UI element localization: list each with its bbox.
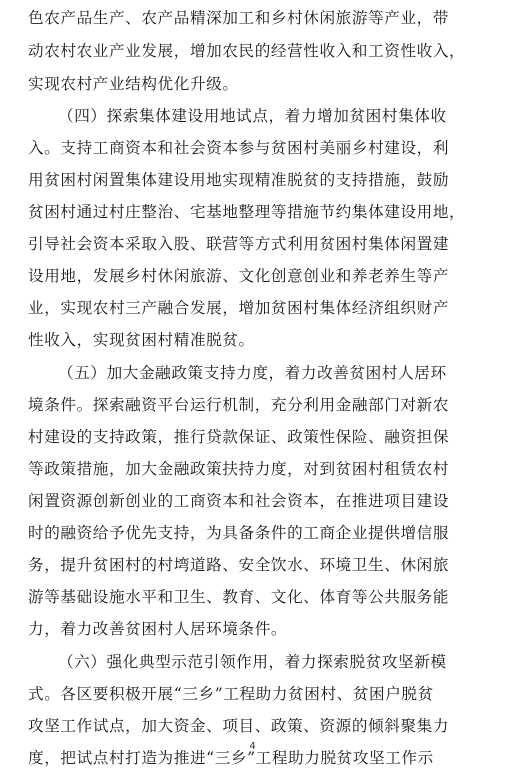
text-line: 动农村农业产业发展，增加农民的经营性收入和工资性收入， [28, 42, 466, 60]
text-line: 闲置资源创新创业的工商资本和社会资本，在推进项目建设 [28, 492, 450, 510]
text-line: 务，提升贫困村的村塆道路、安全饮水、环境卫生、休闲旅 [28, 556, 450, 574]
text-line: 设用地，发展乡村休闲旅游、文化创意创业和养老养生等产 [28, 267, 450, 285]
text-line: 性收入，实现贫困村精准脱贫。 [28, 331, 255, 349]
text-line: 游等基础设施水平和卫生、教育、文化、体育等公共服务能 [28, 588, 450, 606]
text-line: 力，着力改善贫困村人居环境条件。 [28, 620, 288, 638]
text-line: 业，实现农村三产融合发展，增加贫困村集体经济组织财产 [28, 299, 450, 317]
text-line: 村建设的支持政策，推行贷款保证、政策性保险、融资担保 [28, 428, 450, 446]
section-heading-line: （六）强化典型示范引领作用，着力探索脱贫攻坚新模 [58, 653, 447, 671]
section-heading-line: （四）探索集体建设用地试点，着力增加贫困村集体收 [58, 107, 447, 125]
text-line: 攻坚工作试点，加大资金、项目、政策、资源的倾斜聚集力 [28, 717, 450, 735]
text-line: 等政策措施，加大金融政策扶持力度，对到贫困村租赁农村 [28, 460, 450, 478]
text-line: 用贫困村闲置集体建设用地实现精准脱贫的支持措施，鼓励 [28, 171, 450, 189]
text-line: 度，把试点村打造为推进“三乡”工程助力脱贫攻坚工作示 [28, 749, 434, 767]
section-heading-line: （五）加大金融政策支持力度，着力改善贫困村人居环 [58, 364, 447, 382]
text-line: 时的融资给予优先支持，为具备条件的工商企业提供增信服 [28, 524, 450, 542]
text-line: 贫困村通过村庄整治、宅基地整理等措施节约集体建设用地， [28, 203, 466, 221]
text-line: 实现农村产业结构优化升级。 [28, 75, 239, 93]
text-line: 色农产品生产、农产品精深加工和乡村休闲旅游等产业，带 [28, 9, 450, 27]
text-line: 入。支持工商资本和社会资本参与贫困村美丽乡村建设，利 [28, 139, 450, 157]
text-line: 式。各区要积极开展“三乡”工程助力贫困村、贫困户脱贫 [28, 685, 434, 703]
page-number: 4 [249, 741, 256, 752]
text-line: 境条件。探索融资平台运行机制，充分利用金融部门对新农 [28, 396, 450, 414]
text-line: 引导社会资本采取入股、联营等方式利用贫困村集体闲置建 [28, 235, 450, 253]
